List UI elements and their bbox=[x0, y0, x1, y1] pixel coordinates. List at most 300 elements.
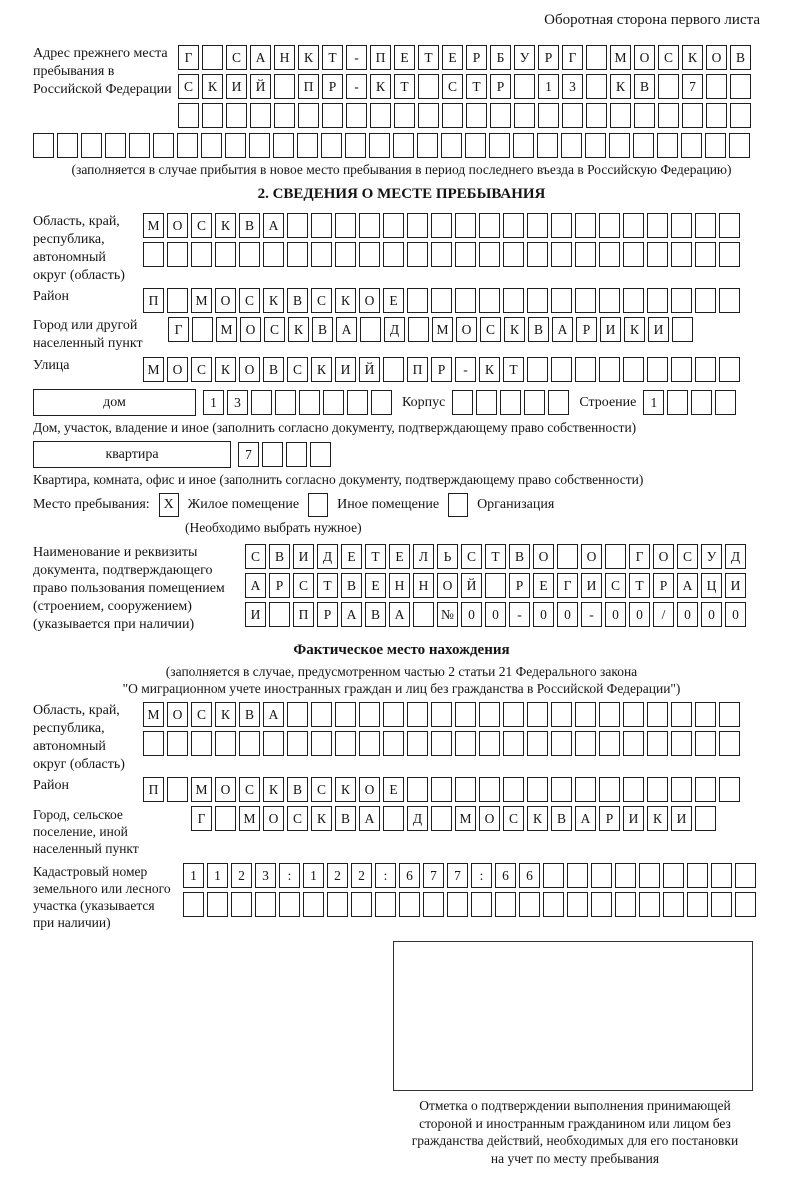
char-cell[interactable]: Н bbox=[389, 573, 410, 598]
char-cell[interactable]: - bbox=[346, 74, 367, 99]
char-cell[interactable] bbox=[479, 777, 500, 802]
char-cell[interactable]: М bbox=[191, 288, 212, 313]
char-cell[interactable]: / bbox=[653, 602, 674, 627]
char-cell[interactable] bbox=[167, 242, 188, 267]
char-cell[interactable]: О bbox=[456, 317, 477, 342]
char-cell[interactable] bbox=[609, 133, 630, 158]
char-cell[interactable]: О bbox=[167, 357, 188, 382]
char-cell[interactable]: 0 bbox=[557, 602, 578, 627]
char-cell[interactable]: В bbox=[269, 544, 290, 569]
char-cell[interactable]: Б bbox=[490, 45, 511, 70]
char-cell[interactable] bbox=[695, 777, 716, 802]
char-cell[interactable] bbox=[610, 103, 631, 128]
char-cell[interactable] bbox=[407, 731, 428, 756]
char-cell[interactable]: Т bbox=[466, 74, 487, 99]
char-cell[interactable] bbox=[370, 103, 391, 128]
char-cell[interactable] bbox=[262, 442, 283, 467]
char-cell[interactable] bbox=[191, 242, 212, 267]
char-cell[interactable] bbox=[599, 357, 620, 382]
char-cell[interactable] bbox=[335, 242, 356, 267]
char-cell[interactable]: С bbox=[191, 213, 212, 238]
char-cell[interactable] bbox=[719, 242, 740, 267]
char-cell[interactable]: П bbox=[293, 602, 314, 627]
char-cell[interactable] bbox=[485, 573, 506, 598]
char-cell[interactable]: Г bbox=[168, 317, 189, 342]
char-cell[interactable] bbox=[202, 103, 223, 128]
char-cell[interactable]: О bbox=[581, 544, 602, 569]
char-cell[interactable] bbox=[623, 702, 644, 727]
char-cell[interactable] bbox=[663, 892, 684, 917]
char-cell[interactable] bbox=[503, 777, 524, 802]
char-cell[interactable]: П bbox=[143, 288, 164, 313]
char-cell[interactable]: С bbox=[293, 573, 314, 598]
char-cell[interactable] bbox=[695, 242, 716, 267]
char-cell[interactable]: Н bbox=[413, 573, 434, 598]
char-cell[interactable] bbox=[383, 806, 404, 831]
char-cell[interactable]: А bbox=[552, 317, 573, 342]
char-cell[interactable]: Р bbox=[576, 317, 597, 342]
char-cell[interactable] bbox=[105, 133, 126, 158]
char-cell[interactable] bbox=[561, 133, 582, 158]
char-cell[interactable] bbox=[729, 133, 750, 158]
char-cell[interactable]: У bbox=[701, 544, 722, 569]
char-cell[interactable]: Г bbox=[557, 573, 578, 598]
char-cell[interactable] bbox=[431, 213, 452, 238]
char-cell[interactable]: 6 bbox=[495, 863, 516, 888]
char-cell[interactable]: О bbox=[167, 702, 188, 727]
char-cell[interactable]: Р bbox=[653, 573, 674, 598]
char-cell[interactable] bbox=[297, 133, 318, 158]
char-cell[interactable]: 3 bbox=[562, 74, 583, 99]
char-cell[interactable]: Р bbox=[431, 357, 452, 382]
char-cell[interactable] bbox=[623, 213, 644, 238]
char-cell[interactable] bbox=[503, 242, 524, 267]
char-cell[interactable] bbox=[663, 863, 684, 888]
char-cell[interactable] bbox=[681, 133, 702, 158]
char-cell[interactable] bbox=[719, 777, 740, 802]
char-cell[interactable]: А bbox=[336, 317, 357, 342]
char-cell[interactable] bbox=[413, 602, 434, 627]
char-cell[interactable] bbox=[455, 213, 476, 238]
char-cell[interactable] bbox=[273, 133, 294, 158]
char-cell[interactable] bbox=[599, 702, 620, 727]
char-cell[interactable] bbox=[407, 777, 428, 802]
char-cell[interactable]: Е bbox=[383, 777, 404, 802]
char-cell[interactable]: И bbox=[648, 317, 669, 342]
char-cell[interactable] bbox=[447, 892, 468, 917]
char-cell[interactable]: Г bbox=[562, 45, 583, 70]
char-cell[interactable] bbox=[129, 133, 150, 158]
char-cell[interactable] bbox=[599, 213, 620, 238]
char-cell[interactable] bbox=[250, 103, 271, 128]
char-cell[interactable] bbox=[418, 103, 439, 128]
char-cell[interactable] bbox=[575, 242, 596, 267]
char-cell[interactable]: 7 bbox=[447, 863, 468, 888]
char-cell[interactable]: Г bbox=[178, 45, 199, 70]
char-cell[interactable] bbox=[455, 777, 476, 802]
char-cell[interactable] bbox=[623, 242, 644, 267]
house-label-box[interactable] bbox=[33, 389, 196, 416]
char-cell[interactable] bbox=[431, 702, 452, 727]
char-cell[interactable] bbox=[479, 213, 500, 238]
char-cell[interactable]: В bbox=[263, 357, 284, 382]
char-cell[interactable] bbox=[143, 242, 164, 267]
char-cell[interactable]: 1 bbox=[538, 74, 559, 99]
char-cell[interactable] bbox=[167, 777, 188, 802]
char-cell[interactable] bbox=[359, 213, 380, 238]
char-cell[interactable]: В bbox=[365, 602, 386, 627]
char-cell[interactable] bbox=[322, 103, 343, 128]
char-cell[interactable] bbox=[215, 242, 236, 267]
char-cell[interactable]: 1 bbox=[203, 390, 224, 415]
char-cell[interactable] bbox=[183, 892, 204, 917]
char-cell[interactable]: С bbox=[178, 74, 199, 99]
char-cell[interactable] bbox=[418, 74, 439, 99]
char-cell[interactable] bbox=[575, 357, 596, 382]
char-cell[interactable]: : bbox=[375, 863, 396, 888]
char-cell[interactable] bbox=[503, 702, 524, 727]
char-cell[interactable] bbox=[279, 892, 300, 917]
char-cell[interactable] bbox=[143, 731, 164, 756]
char-cell[interactable] bbox=[591, 863, 612, 888]
char-cell[interactable]: О bbox=[634, 45, 655, 70]
char-cell[interactable] bbox=[201, 133, 222, 158]
char-cell[interactable]: А bbox=[359, 806, 380, 831]
char-cell[interactable]: И bbox=[600, 317, 621, 342]
char-cell[interactable]: А bbox=[677, 573, 698, 598]
char-cell[interactable] bbox=[359, 702, 380, 727]
char-cell[interactable]: В bbox=[287, 777, 308, 802]
char-cell[interactable] bbox=[599, 288, 620, 313]
char-cell[interactable]: К bbox=[311, 806, 332, 831]
char-cell[interactable] bbox=[599, 731, 620, 756]
char-cell[interactable] bbox=[431, 731, 452, 756]
char-cell[interactable] bbox=[711, 892, 732, 917]
char-cell[interactable] bbox=[471, 892, 492, 917]
char-cell[interactable] bbox=[695, 357, 716, 382]
char-cell[interactable] bbox=[393, 133, 414, 158]
char-cell[interactable]: Е bbox=[442, 45, 463, 70]
char-cell[interactable] bbox=[567, 892, 588, 917]
char-cell[interactable]: Т bbox=[317, 573, 338, 598]
char-cell[interactable]: А bbox=[575, 806, 596, 831]
char-cell[interactable] bbox=[455, 702, 476, 727]
char-cell[interactable]: С bbox=[239, 288, 260, 313]
char-cell[interactable] bbox=[441, 133, 462, 158]
char-cell[interactable]: Д bbox=[317, 544, 338, 569]
char-cell[interactable] bbox=[527, 702, 548, 727]
char-cell[interactable] bbox=[287, 213, 308, 238]
char-cell[interactable] bbox=[667, 390, 688, 415]
char-cell[interactable] bbox=[599, 777, 620, 802]
char-cell[interactable]: К bbox=[335, 288, 356, 313]
char-cell[interactable]: : bbox=[279, 863, 300, 888]
char-cell[interactable]: К bbox=[215, 702, 236, 727]
char-cell[interactable]: В bbox=[509, 544, 530, 569]
char-cell[interactable] bbox=[671, 731, 692, 756]
char-cell[interactable]: 6 bbox=[519, 863, 540, 888]
char-cell[interactable]: П bbox=[298, 74, 319, 99]
char-cell[interactable]: А bbox=[250, 45, 271, 70]
char-cell[interactable] bbox=[639, 892, 660, 917]
char-cell[interactable]: 0 bbox=[629, 602, 650, 627]
char-cell[interactable] bbox=[591, 892, 612, 917]
char-cell[interactable] bbox=[442, 103, 463, 128]
char-cell[interactable]: О bbox=[359, 288, 380, 313]
char-cell[interactable] bbox=[615, 892, 636, 917]
char-cell[interactable]: В bbox=[239, 702, 260, 727]
other-premises-checkbox[interactable] bbox=[308, 493, 328, 517]
char-cell[interactable] bbox=[226, 103, 247, 128]
char-cell[interactable]: 7 bbox=[238, 442, 259, 467]
char-cell[interactable] bbox=[383, 213, 404, 238]
char-cell[interactable]: Е bbox=[341, 544, 362, 569]
char-cell[interactable]: Р bbox=[322, 74, 343, 99]
char-cell[interactable]: М bbox=[432, 317, 453, 342]
char-cell[interactable] bbox=[730, 74, 751, 99]
char-cell[interactable] bbox=[479, 242, 500, 267]
char-cell[interactable] bbox=[274, 74, 295, 99]
char-cell[interactable]: 2 bbox=[327, 863, 348, 888]
char-cell[interactable] bbox=[408, 317, 429, 342]
char-cell[interactable] bbox=[287, 242, 308, 267]
char-cell[interactable] bbox=[153, 133, 174, 158]
char-cell[interactable] bbox=[57, 133, 78, 158]
char-cell[interactable] bbox=[715, 390, 736, 415]
char-cell[interactable]: С bbox=[311, 288, 332, 313]
char-cell[interactable]: Р bbox=[490, 74, 511, 99]
char-cell[interactable]: Д bbox=[384, 317, 405, 342]
char-cell[interactable]: И bbox=[581, 573, 602, 598]
char-cell[interactable] bbox=[311, 242, 332, 267]
char-cell[interactable] bbox=[383, 702, 404, 727]
char-cell[interactable] bbox=[711, 863, 732, 888]
char-cell[interactable] bbox=[647, 213, 668, 238]
char-cell[interactable]: С bbox=[442, 74, 463, 99]
char-cell[interactable] bbox=[407, 242, 428, 267]
char-cell[interactable]: 0 bbox=[725, 602, 746, 627]
char-cell[interactable]: К bbox=[682, 45, 703, 70]
char-cell[interactable] bbox=[399, 892, 420, 917]
char-cell[interactable] bbox=[639, 863, 660, 888]
char-cell[interactable] bbox=[551, 213, 572, 238]
char-cell[interactable]: С bbox=[658, 45, 679, 70]
char-cell[interactable] bbox=[735, 892, 756, 917]
char-cell[interactable] bbox=[586, 74, 607, 99]
char-cell[interactable] bbox=[225, 133, 246, 158]
char-cell[interactable] bbox=[431, 288, 452, 313]
char-cell[interactable]: С bbox=[605, 573, 626, 598]
char-cell[interactable]: 0 bbox=[605, 602, 626, 627]
char-cell[interactable] bbox=[695, 288, 716, 313]
char-cell[interactable] bbox=[407, 213, 428, 238]
char-cell[interactable] bbox=[239, 731, 260, 756]
char-cell[interactable] bbox=[695, 731, 716, 756]
char-cell[interactable] bbox=[671, 288, 692, 313]
char-cell[interactable]: С bbox=[480, 317, 501, 342]
char-cell[interactable] bbox=[706, 74, 727, 99]
char-cell[interactable]: Й bbox=[461, 573, 482, 598]
char-cell[interactable]: М bbox=[143, 213, 164, 238]
char-cell[interactable]: 0 bbox=[677, 602, 698, 627]
char-cell[interactable]: В bbox=[551, 806, 572, 831]
char-cell[interactable] bbox=[269, 602, 290, 627]
char-cell[interactable]: Н bbox=[274, 45, 295, 70]
char-cell[interactable] bbox=[551, 702, 572, 727]
char-cell[interactable]: 2 bbox=[231, 863, 252, 888]
char-cell[interactable]: Т bbox=[485, 544, 506, 569]
char-cell[interactable]: К bbox=[263, 777, 284, 802]
char-cell[interactable] bbox=[202, 45, 223, 70]
char-cell[interactable] bbox=[671, 357, 692, 382]
organization-checkbox[interactable] bbox=[448, 493, 468, 517]
char-cell[interactable]: В bbox=[528, 317, 549, 342]
char-cell[interactable]: 2 bbox=[351, 863, 372, 888]
char-cell[interactable] bbox=[383, 357, 404, 382]
char-cell[interactable] bbox=[345, 133, 366, 158]
char-cell[interactable]: В bbox=[239, 213, 260, 238]
char-cell[interactable]: У bbox=[514, 45, 535, 70]
char-cell[interactable]: О bbox=[479, 806, 500, 831]
char-cell[interactable]: О bbox=[215, 777, 236, 802]
char-cell[interactable] bbox=[543, 892, 564, 917]
char-cell[interactable]: М bbox=[455, 806, 476, 831]
char-cell[interactable]: Т bbox=[629, 573, 650, 598]
char-cell[interactable] bbox=[695, 806, 716, 831]
char-cell[interactable]: - bbox=[346, 45, 367, 70]
char-cell[interactable] bbox=[557, 544, 578, 569]
char-cell[interactable] bbox=[647, 731, 668, 756]
char-cell[interactable] bbox=[719, 288, 740, 313]
char-cell[interactable] bbox=[623, 288, 644, 313]
char-cell[interactable] bbox=[215, 731, 236, 756]
char-cell[interactable]: А bbox=[263, 702, 284, 727]
char-cell[interactable] bbox=[575, 777, 596, 802]
char-cell[interactable] bbox=[479, 288, 500, 313]
char-cell[interactable]: Р bbox=[538, 45, 559, 70]
char-cell[interactable]: С bbox=[191, 702, 212, 727]
char-cell[interactable]: П bbox=[143, 777, 164, 802]
char-cell[interactable]: Ь bbox=[437, 544, 458, 569]
char-cell[interactable] bbox=[647, 357, 668, 382]
char-cell[interactable] bbox=[562, 103, 583, 128]
char-cell[interactable] bbox=[706, 103, 727, 128]
char-cell[interactable]: С bbox=[287, 357, 308, 382]
char-cell[interactable] bbox=[479, 702, 500, 727]
char-cell[interactable] bbox=[263, 242, 284, 267]
char-cell[interactable] bbox=[431, 806, 452, 831]
char-cell[interactable] bbox=[503, 288, 524, 313]
char-cell[interactable] bbox=[671, 777, 692, 802]
char-cell[interactable] bbox=[407, 702, 428, 727]
char-cell[interactable] bbox=[730, 103, 751, 128]
char-cell[interactable]: № bbox=[437, 602, 458, 627]
char-cell[interactable] bbox=[527, 288, 548, 313]
char-cell[interactable] bbox=[671, 213, 692, 238]
char-cell[interactable] bbox=[275, 390, 296, 415]
char-cell[interactable]: К bbox=[311, 357, 332, 382]
char-cell[interactable] bbox=[514, 74, 535, 99]
char-cell[interactable]: О bbox=[215, 288, 236, 313]
char-cell[interactable] bbox=[634, 103, 655, 128]
char-cell[interactable]: 6 bbox=[399, 863, 420, 888]
char-cell[interactable] bbox=[548, 390, 569, 415]
char-cell[interactable] bbox=[551, 242, 572, 267]
char-cell[interactable] bbox=[623, 777, 644, 802]
char-cell[interactable] bbox=[167, 731, 188, 756]
char-cell[interactable] bbox=[575, 702, 596, 727]
char-cell[interactable] bbox=[286, 442, 307, 467]
char-cell[interactable] bbox=[335, 702, 356, 727]
char-cell[interactable] bbox=[575, 213, 596, 238]
char-cell[interactable] bbox=[335, 731, 356, 756]
char-cell[interactable] bbox=[585, 133, 606, 158]
char-cell[interactable] bbox=[647, 702, 668, 727]
char-cell[interactable]: Е bbox=[389, 544, 410, 569]
char-cell[interactable]: К bbox=[527, 806, 548, 831]
char-cell[interactable] bbox=[527, 213, 548, 238]
char-cell[interactable] bbox=[567, 863, 588, 888]
char-cell[interactable] bbox=[351, 892, 372, 917]
char-cell[interactable] bbox=[586, 45, 607, 70]
char-cell[interactable] bbox=[431, 777, 452, 802]
char-cell[interactable] bbox=[503, 731, 524, 756]
char-cell[interactable]: - bbox=[509, 602, 530, 627]
char-cell[interactable]: О bbox=[263, 806, 284, 831]
char-cell[interactable]: И bbox=[226, 74, 247, 99]
char-cell[interactable] bbox=[527, 357, 548, 382]
char-cell[interactable]: Р bbox=[599, 806, 620, 831]
char-cell[interactable] bbox=[503, 213, 524, 238]
char-cell[interactable]: О bbox=[533, 544, 554, 569]
char-cell[interactable]: 0 bbox=[461, 602, 482, 627]
char-cell[interactable]: 1 bbox=[207, 863, 228, 888]
char-cell[interactable] bbox=[287, 702, 308, 727]
char-cell[interactable] bbox=[538, 103, 559, 128]
char-cell[interactable]: Т bbox=[365, 544, 386, 569]
char-cell[interactable] bbox=[527, 777, 548, 802]
char-cell[interactable]: М bbox=[239, 806, 260, 831]
char-cell[interactable] bbox=[623, 731, 644, 756]
char-cell[interactable] bbox=[647, 777, 668, 802]
char-cell[interactable]: Т bbox=[322, 45, 343, 70]
char-cell[interactable]: 0 bbox=[533, 602, 554, 627]
char-cell[interactable]: О bbox=[240, 317, 261, 342]
char-cell[interactable]: О bbox=[653, 544, 674, 569]
char-cell[interactable]: Г bbox=[629, 544, 650, 569]
char-cell[interactable]: В bbox=[287, 288, 308, 313]
char-cell[interactable]: И bbox=[725, 573, 746, 598]
char-cell[interactable] bbox=[735, 863, 756, 888]
char-cell[interactable] bbox=[490, 103, 511, 128]
char-cell[interactable] bbox=[310, 442, 331, 467]
char-cell[interactable] bbox=[719, 357, 740, 382]
char-cell[interactable]: : bbox=[471, 863, 492, 888]
char-cell[interactable] bbox=[682, 103, 703, 128]
char-cell[interactable] bbox=[383, 242, 404, 267]
char-cell[interactable] bbox=[167, 288, 188, 313]
char-cell[interactable]: Й bbox=[359, 357, 380, 382]
char-cell[interactable] bbox=[551, 288, 572, 313]
char-cell[interactable]: А bbox=[263, 213, 284, 238]
char-cell[interactable] bbox=[251, 390, 272, 415]
char-cell[interactable]: Д bbox=[725, 544, 746, 569]
char-cell[interactable] bbox=[192, 317, 213, 342]
char-cell[interactable]: И bbox=[293, 544, 314, 569]
char-cell[interactable]: Т bbox=[394, 74, 415, 99]
char-cell[interactable] bbox=[671, 242, 692, 267]
char-cell[interactable]: Е bbox=[383, 288, 404, 313]
